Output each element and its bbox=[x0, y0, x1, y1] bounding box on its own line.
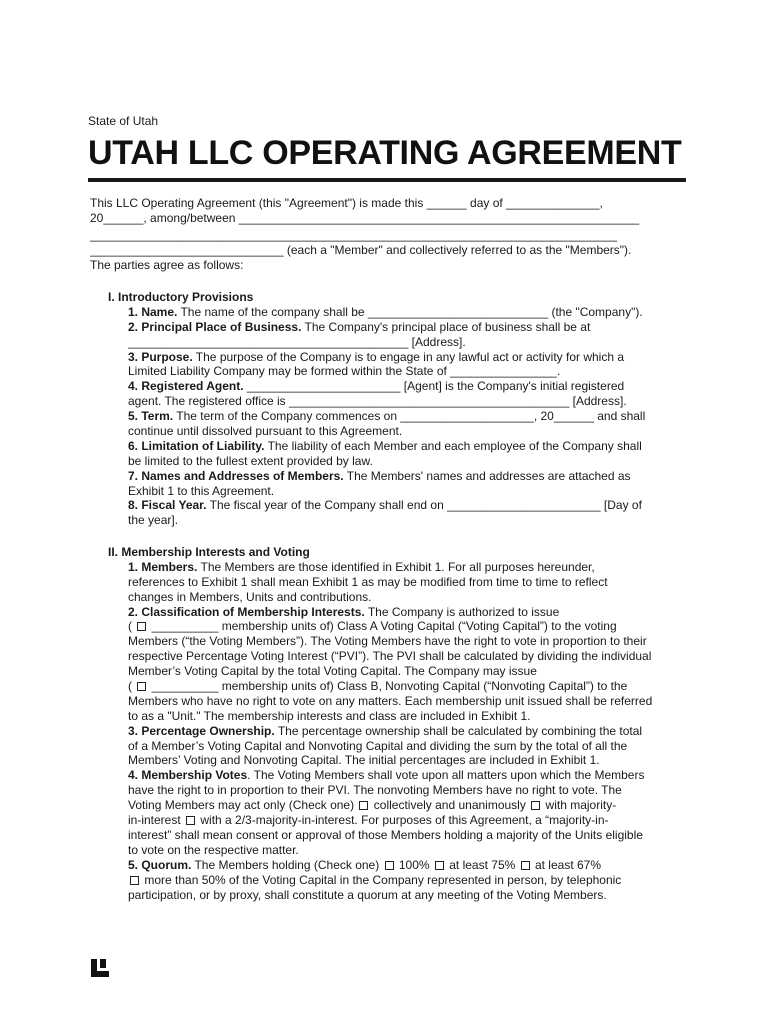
item-line: Members (“the Voting Members”). The Voting Members have the right to vote in proportion to their bbox=[128, 634, 647, 649]
item-line: changes in Members, Units and contributions. bbox=[128, 589, 372, 604]
intro-paragraph bbox=[90, 196, 686, 273]
item-line: to as a "Unit." The membership interests and class are included in Exhibit 1. bbox=[128, 708, 531, 723]
intro-line: 20______, among/between ____________________________________________________________ bbox=[90, 211, 640, 225]
item-line: Member’s Voting Capital by the total Voting Capital. The Company may issue bbox=[128, 664, 537, 679]
item-line: 2. Principal Place of Business. The Company's principal place of business shall be at bbox=[128, 319, 591, 334]
checkbox[interactable] bbox=[531, 801, 540, 810]
checkbox[interactable] bbox=[137, 622, 146, 631]
item-line: to vote on the respective matter. bbox=[128, 842, 299, 857]
intro-line: _______________________________________________________________________________ bbox=[90, 228, 618, 242]
item-line: 2. Classification of Membership Interests. The Company is authorized to issue bbox=[128, 604, 560, 619]
item-line: of a Member’s Voting Capital and Nonvoting Capital and dividing the sum by the total of all the bbox=[128, 738, 628, 753]
item-line: references to Exhibit 1 shall mean Exhibit 1 as may be modified from time to time to reflect bbox=[128, 574, 608, 589]
item-line: 6. Limitation of Liability. The liability of each Member and each employee of the Company shall bbox=[128, 438, 642, 453]
section-heading: II. Membership Interests and Voting bbox=[108, 545, 310, 559]
item-line: be limited to the fullest extent provided by law. bbox=[128, 453, 373, 468]
intro-line: _____________________________ (each a "Member" and collectively referred to as the "Members"). bbox=[90, 243, 632, 257]
item-line: 5. Term. The term of the Company commences on ____________________, 20______ and shall bbox=[128, 409, 646, 424]
item-line: 3. Percentage Ownership. The percentage ownership shall be calculated by combining the total bbox=[128, 723, 643, 738]
item-line: 3. Purpose. The purpose of the Company is to engage in any lawful act or activity for which a bbox=[128, 349, 625, 364]
item-line: have the right to in proportion to their PVI. The nonvoting Members have no right to vote. The bbox=[128, 783, 622, 798]
section-items bbox=[108, 560, 668, 902]
item-line: Limited Liability Company may be formed within the State of ________________. bbox=[128, 364, 561, 379]
checkbox[interactable] bbox=[359, 801, 368, 810]
section-heading: I. Introductory Provisions bbox=[108, 290, 254, 304]
item-line: Members’ Voting and Nonvoting Capital. The initial percentages are included in Exhibit 1. bbox=[128, 753, 600, 768]
section-items bbox=[108, 305, 668, 528]
section-introductory-provisions bbox=[108, 290, 688, 528]
lawdistrict-logo-icon bbox=[90, 958, 110, 978]
item-line: 1. Name. The name of the company shall be ___________________________ (the "Company"). bbox=[128, 304, 643, 319]
section-membership-interests bbox=[108, 545, 688, 902]
checkbox[interactable] bbox=[137, 682, 146, 691]
item-line: __________________________________________ [Address]. bbox=[128, 334, 466, 349]
state-label: State of Utah bbox=[88, 114, 159, 128]
item-line: the year]. bbox=[128, 513, 179, 528]
checkbox[interactable] bbox=[435, 861, 444, 870]
item-line: participation, or by proxy, shall constitute a quorum at any meeting of the Voting Members. bbox=[128, 887, 607, 902]
item-line: Voting Members may act only (Check one) collectively and unanimously with majority- bbox=[128, 798, 617, 813]
checkbox[interactable] bbox=[130, 876, 139, 885]
item-line: 8. Fiscal Year. The fiscal year of the Company shall end on _______________________ [Day of bbox=[128, 498, 642, 513]
intro-line: This LLC Operating Agreement (this "Agreement") is made this ______ day of ______________, bbox=[90, 196, 603, 210]
item-line: ( __________ membership units of) Class B, Nonvoting Capital (“Nonvoting Capital”) to the bbox=[128, 679, 628, 694]
item-line: Members who have no right to vote on any matters. Each membership unit issued shall be referred bbox=[128, 693, 653, 708]
document-title: UTAH LLC OPERATING AGREEMENT bbox=[88, 134, 682, 172]
item-line: in-interest with a 2/3-majority-in-interest. For purposes of this Agreement, a “majority-in- bbox=[128, 813, 609, 828]
item-line: interest” shall mean consent or approval of those Members holding a majority of the Units eligible bbox=[128, 827, 643, 842]
checkbox[interactable] bbox=[521, 861, 530, 870]
item-line: 1. Members. The Members are those identified in Exhibit 1. For all purposes hereunder, bbox=[128, 559, 595, 574]
item-line: continue until dissolved pursuant to this Agreement. bbox=[128, 424, 403, 439]
item-line: ( __________ membership units of) Class A Voting Capital (“Voting Capital”) to the voting bbox=[128, 619, 617, 634]
item-line: 7. Names and Addresses of Members. The Members' names and addresses are attached as bbox=[128, 468, 631, 483]
checkbox[interactable] bbox=[385, 861, 394, 870]
checkbox[interactable] bbox=[186, 816, 195, 825]
item-line: respective Percentage Voting Interest (“PVI”). The PVI shall be calculated by dividing the individual bbox=[128, 649, 652, 664]
item-line: 4. Registered Agent. _______________________ [Agent] is the Company's initial registered bbox=[128, 379, 625, 394]
item-line: agent. The registered office is __________________________________________ [Address]. bbox=[128, 394, 627, 409]
intro-line: The parties agree as follows: bbox=[90, 258, 244, 272]
item-line: 4. Membership Votes. The Voting Members shall vote upon all matters upon which the Members bbox=[128, 768, 645, 783]
item-line: Exhibit 1 to this Agreement. bbox=[128, 483, 275, 498]
item-line: more than 50% of the Voting Capital in the Company represented in person, by telephonic bbox=[128, 873, 668, 888]
title-rule bbox=[88, 178, 686, 182]
item-line: 5. Quorum. The Members holding (Check one) 100% at least 75% at least 67% bbox=[128, 857, 601, 872]
